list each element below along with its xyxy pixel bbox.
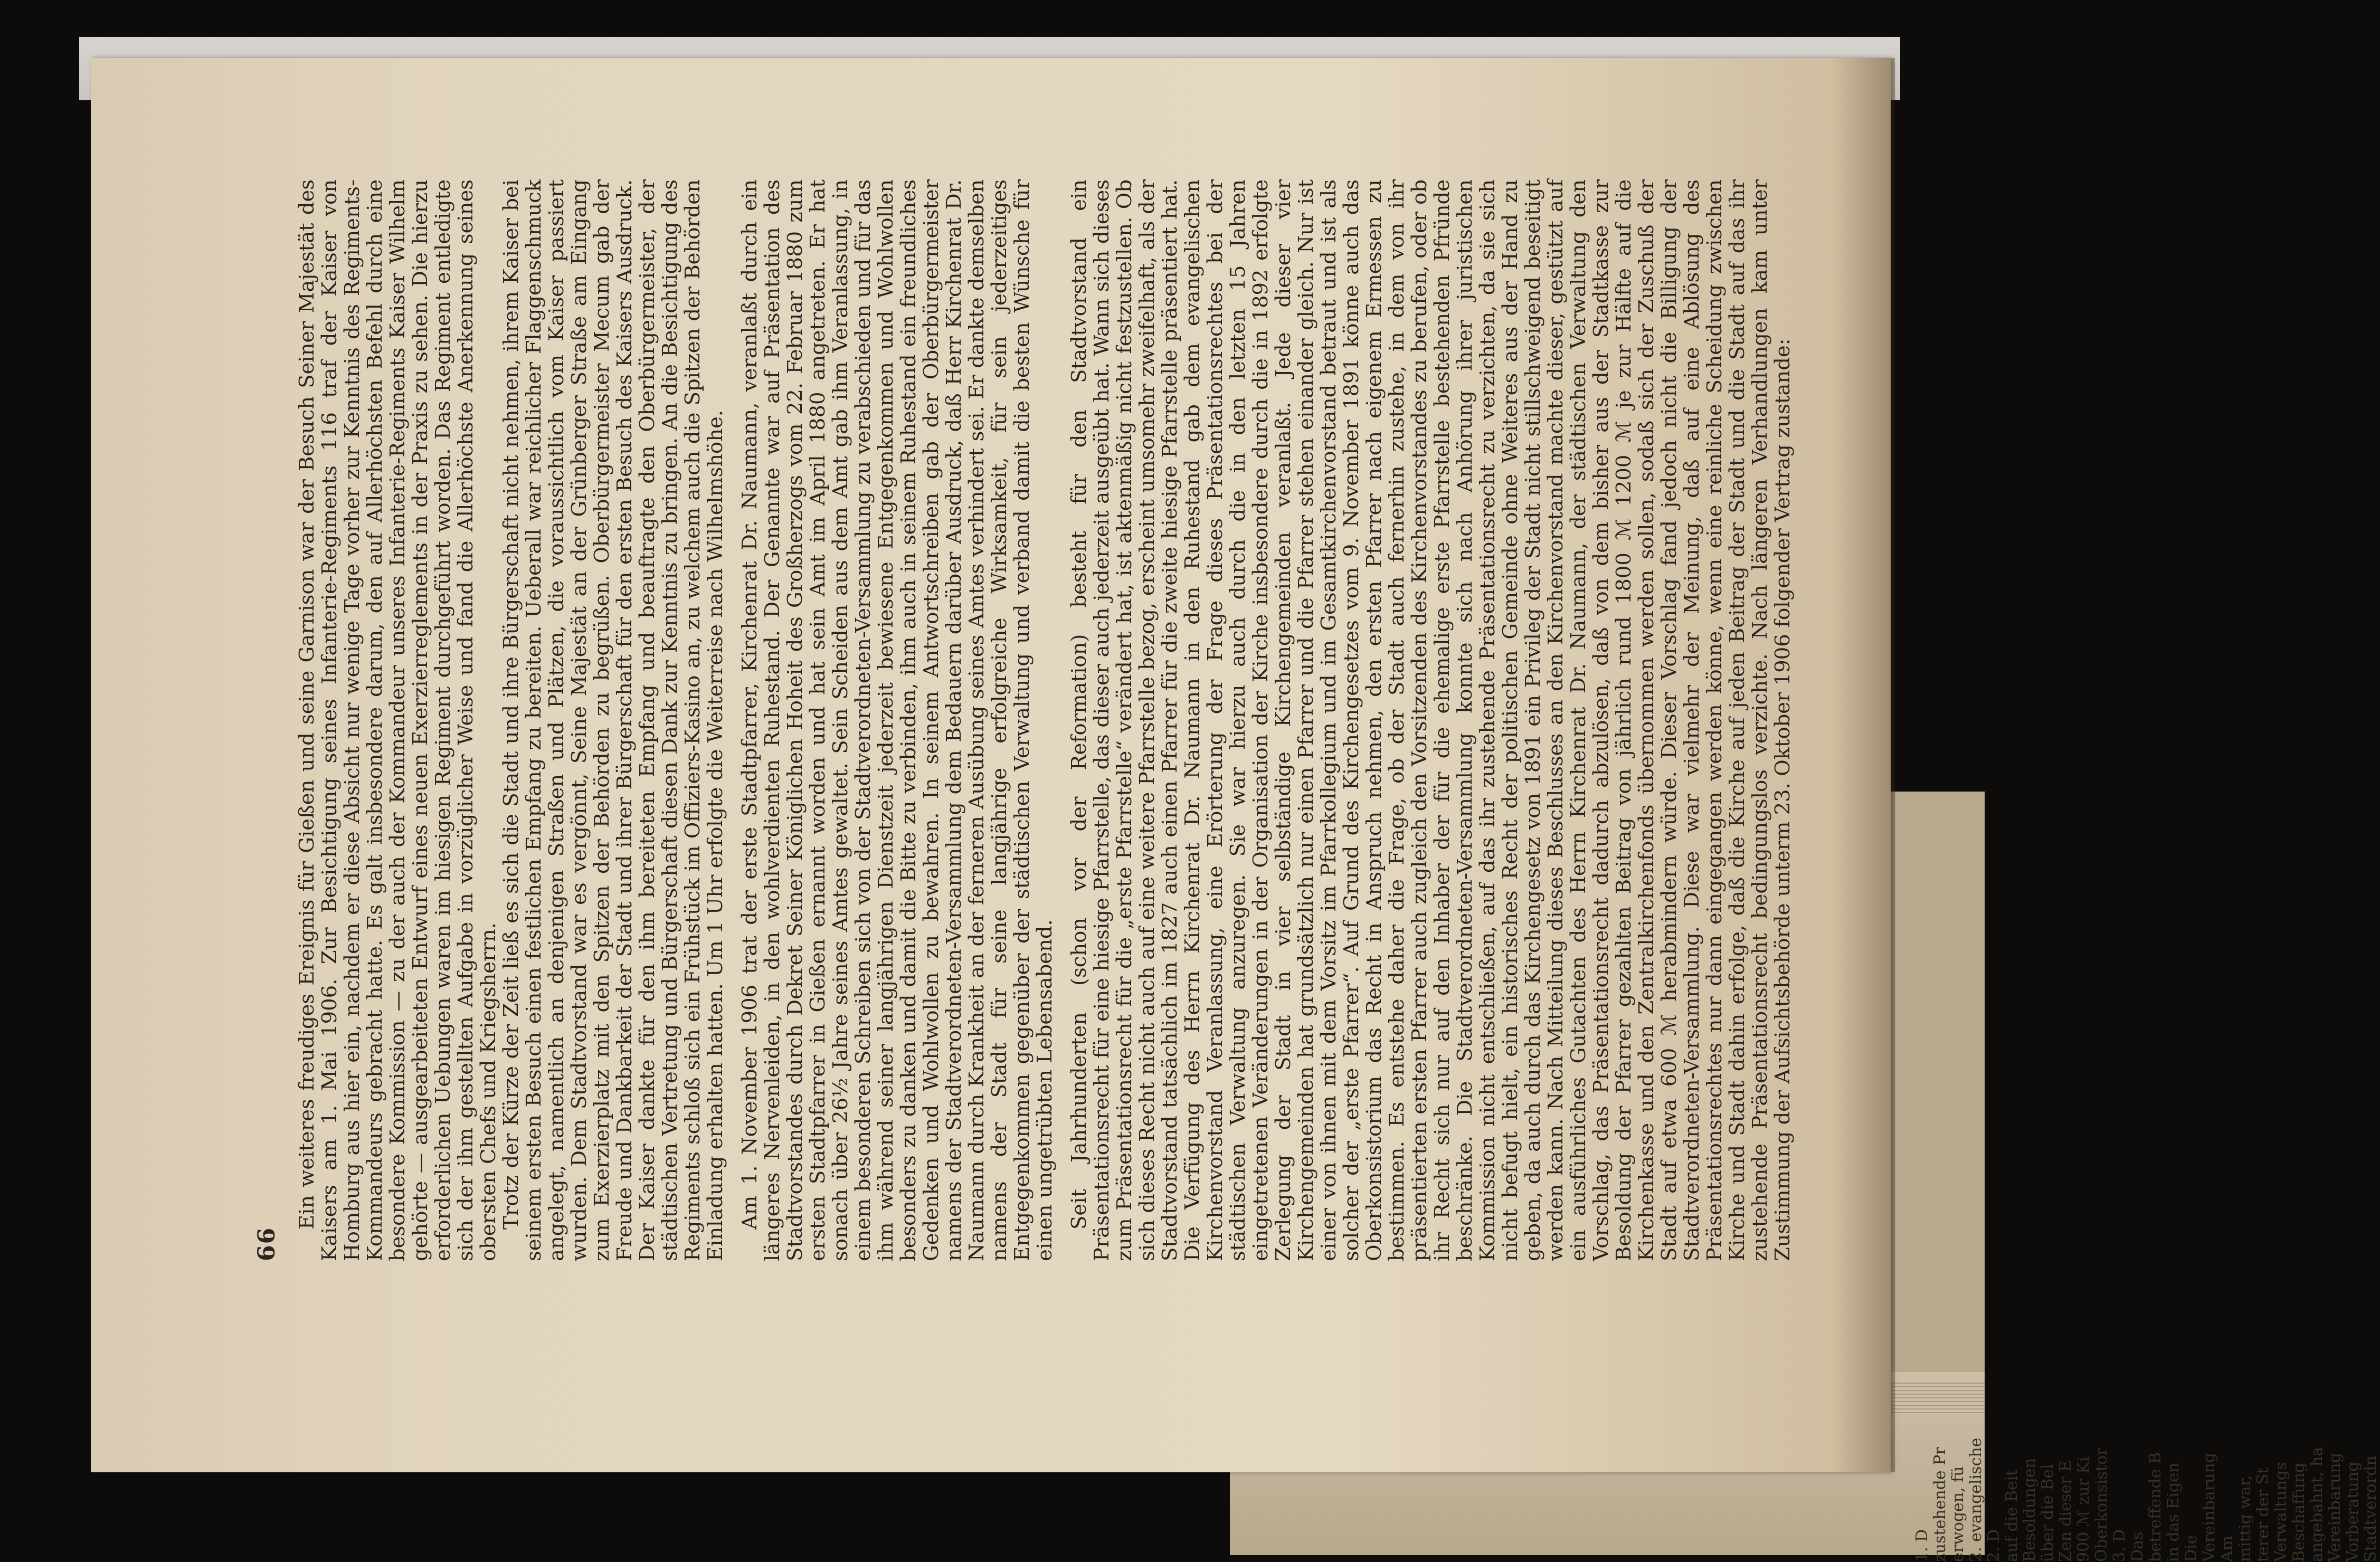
paragraph-kaiser-visit: Ein weiteres freudiges Ereignis für Gießen und seine Garnison war der Besuch Seiner Majestät des Kaisers am 1. Mai 1906. Zur Besichtigung seines Infanterie-Regiments 116 traf der Kaiser von Homburg aus hier ein, nachdem er diese Absicht nur wenige Tage vorher zur Kenntnis des Regiments-Kommandeurs gebracht hatte. Es galt insbesondere darum, den auf Allerhöchsten Befehl durch eine besondere Kommission — zu der auch der Kommandeur unseres Infanterie-Regiments Kaiser Wilhelm gehörte — ausgearbeiteten Entwurf eines neuen Exerzierreglements in der Praxis zu sehen. Die hierzu erforderlichen Uebungen waren im hiesigen Regiment durchgeführt worden. Das Regiment entledigte sich der ihm gestellten Aufgabe in vorzüglicher Weise und fand die Allerhöchste Anerkennung seines obersten Chefs und Kriegsherrn. xyxy=(295,179,500,1261)
adjacent-line: in das Eigen xyxy=(2164,1462,2183,1562)
adjacent-line: terer der St xyxy=(2254,1467,2272,1562)
page-text-block xyxy=(253,179,1795,1261)
adjacent-line: 3. D xyxy=(2110,1529,2129,1562)
adjacent-line: Oberkonsistor xyxy=(2092,1447,2111,1562)
adjacent-line: auf die Beit xyxy=(2003,1469,2021,1562)
page-gutter-shadow xyxy=(1832,58,1895,1472)
adjacent-line: mittig war, xyxy=(2236,1475,2254,1562)
adjacent-line: 900 ℳ zur Ki xyxy=(2074,1456,2093,1562)
page-body xyxy=(296,179,1794,1261)
adjacent-page-text xyxy=(1913,823,2380,1562)
adjacent-line: 2. D xyxy=(1985,1529,2003,1562)
adjacent-line: angebahnt, ha xyxy=(2308,1446,2326,1562)
adjacent-line: Beschaffung xyxy=(2290,1462,2308,1562)
paragraph-presentation-right: Seit Jahrhunderten (schon vor der Reformation) besteht für den Stadtvorstand ein Präsentationsrecht für eine hiesige Pfarrstelle, das dieser auch jederzeit ausgeübt hat. Wann sich dieses zum Präsentationsrecht für die „erste Pfarrstelle“ verändert hat, ist aktenmäßig nicht festzustellen. Ob sich dieses Recht nicht auch auf eine weitere Pfarrstelle bezog, erscheint umsomehr zweifelhaft, als der Stadtvorstand tatsächlich im 1827 auch einen Pfarrer für die zweite hiesige Pfarrstelle präsentiert hat. Die Verfügung des Herrn Kirchenrat Dr. Naumann in den Ruhestand gab dem evangelischen Kirchenvorstand Veranlassung, eine Erörterung der Frage dieses Präsentationsrechtes bei der städtischen Verwaltung anzuregen. Sie war hierzu auch durch die in den letzten 15 Jahren eingetretenen Veränderungen in der Organisation der Kirche insbesondere durch die in 1892 erfolgte Zerlegung der Stadt in vier selbständige Kirchengemeinden veranlaßt. Jede dieser vier Kirchengemeinden hat grundsätzlich nur einen Pfarrer und die Pfarrer stehen einander gleich. Nur ist einer von ihnen mit dem Vorsitz im Pfarrkollegium und im Gesamtkirchenvorstand betraut und ist als solcher der „erste Pfarrer“. Auf Grund des Kirchengesetzes vom 9. November 1891 könne auch das Oberkonsistorium das Recht in Anspruch nehmen, den ersten Pfarrer nach eigenem Ermessen zu bestimmen. Es entstehe daher die Frage, ob der Stadt auch fernerhin zustehe, in dem von ihr präsentierten ersten Pfarrer auch zugleich den Vorsitzenden des Kirchenvorstandes zu berufen, oder ob ihr Recht sich nur auf den Inhaber der für die ehemalige erste Pfarrstelle bestehenden Pfründe beschränke. Die Stadtverordneten-Versammlung konnte sich nach Anhörung ihrer juristischen Kommission nicht entschließen, auf das ihr zustehende Präsentationsrecht zu verzichten, da sie sich nicht befugt hielt, ein historisches Recht der politischen Gemeinde ohne Weiteres aus der Hand zu geben, da auch durch das Kirchengesetz von 1891 ein Privileg der Stadt nicht stillschweigend beseitigt werden kann. Nach Mitteilung dieses Beschlusses an den Kirchenvorstand machte dieser, gestützt auf ein ausführliches Gutachten des Herrn Kirchenrat Dr. Naumann, der städtischen Verwaltung den Vorschlag, das Präsentationsrecht dadurch abzulösen, daß von dem bisher aus der Stadtkasse zur Besoldung der Pfarrer gezahlten Beitrag von jährlich rund 1800 ℳ 1200 ℳ je zur Hälfte auf die Kirchenkasse und den Zentralkirchenfonds übernommen werden sollen, sodaß sich der Zuschuß der Stadt auf etwa 600 ℳ herabmindern würde. Dieser Vorschlag fand jedoch nicht die Billigung der Stadtverordneten-Versammlung. Diese war vielmehr der Meinung, daß auf eine Ablösung des Präsentationsrechtes nur dann eingegangen werden könne, wenn eine reinliche Scheidung zwischen Kirche und Stadt dahin erfolge, daß die Kirche auf jeden Beitrag der Stadt und die Stadt auf das ihr zustehende Präsentationsrecht bedingungslos verzichte. Nach längeren Verhandlungen kam unter Zustimmung der Aufsichtsbehörde unterm 23. Oktober 1906 folgender Vertrag zustande: xyxy=(1067,179,1795,1261)
adjacent-line: 1. D xyxy=(1913,1529,1931,1562)
adjacent-line: betreffende B xyxy=(2146,1452,2165,1562)
adjacent-line: Vorberatung xyxy=(2344,1461,2362,1562)
adjacent-line: 2. evangelische xyxy=(1967,1437,1985,1562)
adjacent-line: Am xyxy=(2218,1535,2236,1562)
adjacent-line: Zen dieser E xyxy=(2056,1460,2075,1562)
adjacent-line: erwogen, fü xyxy=(1949,1466,1967,1562)
adjacent-line: Stadtverordn xyxy=(2362,1455,2380,1562)
paragraph-naumann-retirement: Am 1. November 1906 trat der erste Stadtpfarrer, Kirchenrat Dr. Naumann, veranlaßt durch ein längeres Nervenleiden, in den wohlverdienten Ruhestand. Der Genannte war auf Präsentation des Stadtvorstandes durch Dekret Seiner Königlichen Hoheit des Großherzogs vom 22. Februar 1880 zum ersten Stadtpfarrer in Gießen ernannt worden und hat sein Amt im April 1880 angetreten. Er hat sonach über 26½ Jahre seines Amtes gewaltet. Sein Scheiden aus dem Amt gab ihm Veranlassung, in einem besonderen Schreiben sich von der Stadtverordneten-Versammlung zu verabschieden und für das ihm während seiner langjährigen Dienstzeit jederzeit bewiesene Entgegenkommen und Wohlwollen besonders zu danken und damit die Bitte zu verbinden, ihm auch in seinem Ruhestand ein freundliches Gedenken und Wohlwollen zu bewahren. In seinem Antwortschreiben gab der Oberbürgermeister namens der Stadtverordneten-Versammlung dem Bedauern darüber Ausdruck, daß Herr Kirchenrat Dr. Naumann durch Krankheit an der ferneren Ausübung seines Amtes verhindert sei. Er dankte demselben namens der Stadt für seine langjährige erfolgreiche Wirksamkeit, für sein jederzeitiges Entgegenkommen gegenüber der städtischen Verwaltung und verband damit die besten Wünsche für einen ungetrübten Lebensabend. xyxy=(738,179,1057,1261)
adjacent-line: Verwaltungs xyxy=(2272,1462,2290,1562)
adjacent-line: über die Bel xyxy=(2038,1464,2057,1562)
adjacent-line: Die xyxy=(2182,1535,2201,1562)
paragraph-reception: Trotz der Kürze der Zeit ließ es sich die Stadt und ihre Bürgerschaft nicht nehmen, ihrem Kaiser bei seinem ersten Besuch einen festlichen Empfang zu bereiten. Ueberall war reichlicher Flaggenschmuck angelegt, namentlich an denjenigen Straßen und Plätzen, die voraussichtlich vom Kaiser passiert wurden. Dem Stadtvorstand war es vergönnt, Seine Majestät an der Grünberger Straße am Eingang zum Exerzierplatz mit den Spitzen der Behörden zu begrüßen. Oberbürgermeister Mecum gab der Freude und Dankbarkeit der Stadt und ihrer Bürgerschaft für den ersten Besuch des Kaisers Ausdruck. Der Kaiser dankte für den ihm bereiteten Empfang und beauftragte den Oberbürgermeister, der städtischen Vertretung und Bürgerschaft diesen Dank zur Kenntnis zu bringen. An die Besichtigung des Regiments schloß sich ein Frühstück im Offiziers-Kasino an, zu welchem auch die Spitzen der Behörden Einladung erhalten hatten. Um 1 Uhr erfolgte die Weiterreise nach Wilhelmshöhe. xyxy=(499,179,727,1261)
page-number: 66 xyxy=(253,1226,280,1261)
adjacent-line: Das xyxy=(2128,1531,2147,1562)
adjacent-line: Vereinbarung xyxy=(2200,1453,2218,1562)
adjacent-line: Besoldungen xyxy=(2021,1458,2039,1562)
adjacent-line: Vereinbarung xyxy=(2326,1453,2344,1562)
adjacent-line: zustehende Pr xyxy=(1931,1447,1949,1562)
